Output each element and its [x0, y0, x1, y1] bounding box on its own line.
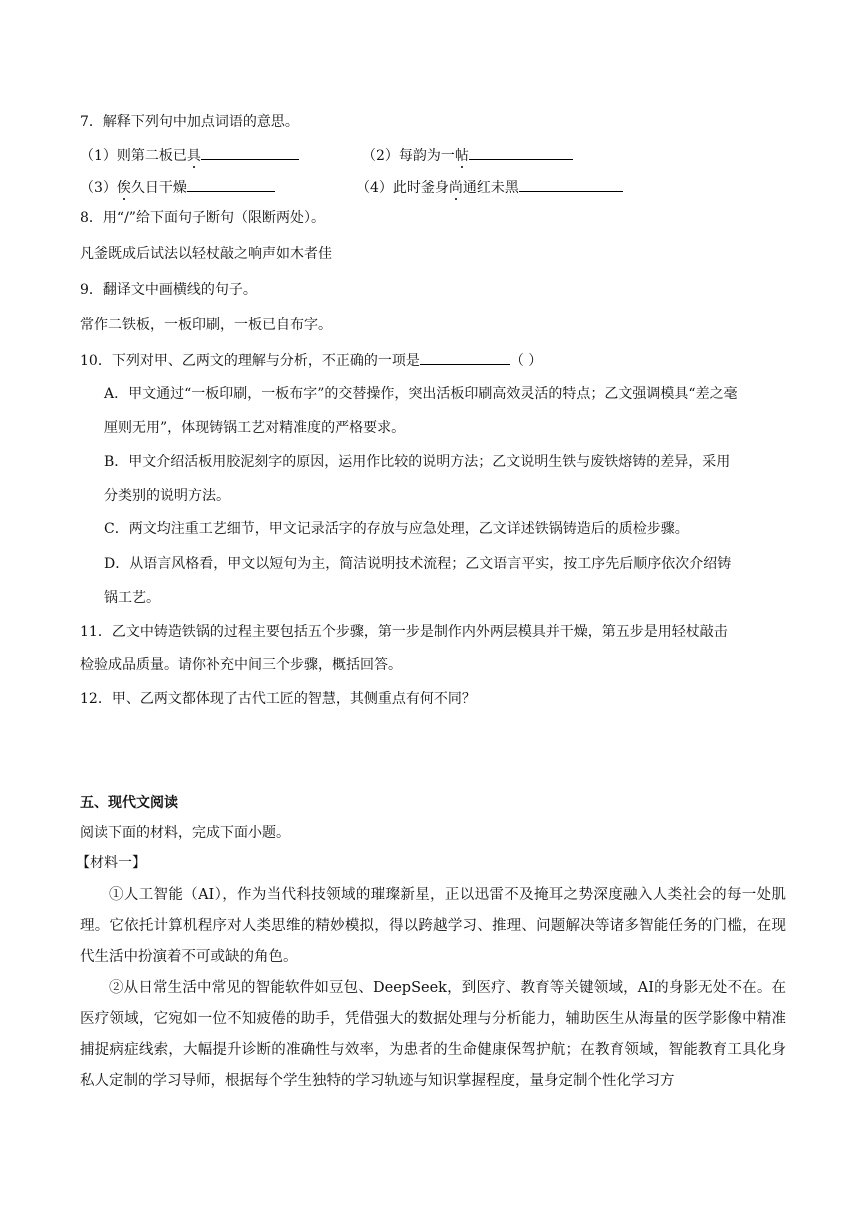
q7-item-4: （4）此时釜身尚通红未黑 [356, 176, 623, 198]
section-instruction: 阅读下面的材料，完成下面小题。 [80, 825, 290, 841]
q10-option-b[interactable]: B．甲文介绍活板用胶泥刻字的原因，运用作比较的说明方法；乙文说明生铁与废铁熔铸的差异，采用 [104, 454, 731, 470]
answer-blank[interactable] [420, 349, 510, 365]
answer-blank[interactable] [469, 144, 573, 160]
answer-blank[interactable] [201, 144, 299, 160]
q8-stem: 8．用“/”给下面句子断句（限断两处）。 [80, 210, 325, 226]
answer-blank[interactable] [519, 176, 623, 192]
q11-line-1: 11．乙文中铸造铁锅的过程主要包括五个步骤，第一步是制作内外两层模具并干燥，第五步是用轻杖敲击 [80, 624, 728, 640]
q11-line-2: 检验成品质量。请你补充中间三个步骤，概括回答。 [80, 657, 402, 673]
q10-stem: 10．下列对甲、乙两文的理解与分析，不正确的一项是 （ ） [80, 349, 542, 371]
q9-stem: 9．翻译文中画横线的句子。 [80, 282, 257, 298]
material-label: 【材料一】 [76, 855, 146, 871]
q7-item-2: （2）每韵为一帖 [362, 144, 573, 166]
emphasis-dot-word: 具 [186, 148, 201, 164]
emphasis-dot-word: 尚 [448, 180, 463, 196]
q10-option-b-cont: 分类别的说明方法。 [104, 488, 230, 504]
emphasis-dot-word: 俟 [116, 180, 131, 196]
q7-item-3: （3）俟久日干燥 [80, 176, 275, 198]
q10-option-c[interactable]: C．两文均注重工艺细节，甲文记录活字的存放与应急处理，乙文详述铁锅铸造后的质检步骤。 [104, 521, 689, 537]
q7-stem: 7．解释下列句中加点词语的意思。 [80, 114, 299, 130]
q10-option-d-cont: 锅工艺。 [104, 590, 160, 606]
material-one-body [80, 880, 786, 1097]
material-paragraph-1: ①人工智能（AI），作为当代科技领域的璀璨新星，正以迅雷不及掩耳之势深度融入人类社会的每一处肌理。它依托计算机程序对人类思维的精妙模拟，得以跨越学习、推理、问题解决等诸多智能任务的门槛，在现代生活中扮演着不可或缺的角色。 [80, 887, 786, 965]
answer-blank[interactable] [187, 176, 275, 192]
section-title: 五、现代文阅读 [80, 795, 178, 811]
emphasis-dot-word: 帖 [454, 148, 469, 164]
q7-item-1: （1）则第二板已具 [80, 144, 299, 166]
q10-option-d[interactable]: D．从语言风格看，甲文以短句为主，简洁说明技术流程；乙文语言平实，按工序先后顺序依次介绍铸 [104, 556, 732, 572]
q10-option-a[interactable]: A．甲文通过“一板印刷，一板布字”的交替操作，突出活板印刷高效灵活的特点；乙文强调模具“差之毫 [104, 386, 738, 402]
q12-text: 12．甲、乙两文都体现了古代工匠的智慧，其侧重点有何不同？ [80, 691, 476, 707]
q10-option-a-cont: 厘则无用”，体现铸锅工艺对精准度的严格要求。 [104, 420, 406, 436]
q9-text: 常作二铁板，一板印刷，一板已自布字。 [80, 317, 332, 333]
q8-text: 凡釜既成后试法以轻杖敲之响声如木者佳 [80, 246, 332, 262]
material-paragraph-2: ②从日常生活中常见的智能软件如豆包、DeepSeek，到医疗、教育等关键领域，AI的身影无处不在。在医疗领域，它宛如一位不知疲倦的助手，凭借强大的数据处理与分析能力，辅助医生从海量的医学影像中精准捕捉病症线索，大幅提升诊断的准确性与效率，为患者的生命健康保驾护航；在教育领域，智能教育工具化身私人定制的学习导师，根据每个学生独特的学习轨迹与知识掌握程度，量身定制个性化学习方 [80, 980, 786, 1089]
